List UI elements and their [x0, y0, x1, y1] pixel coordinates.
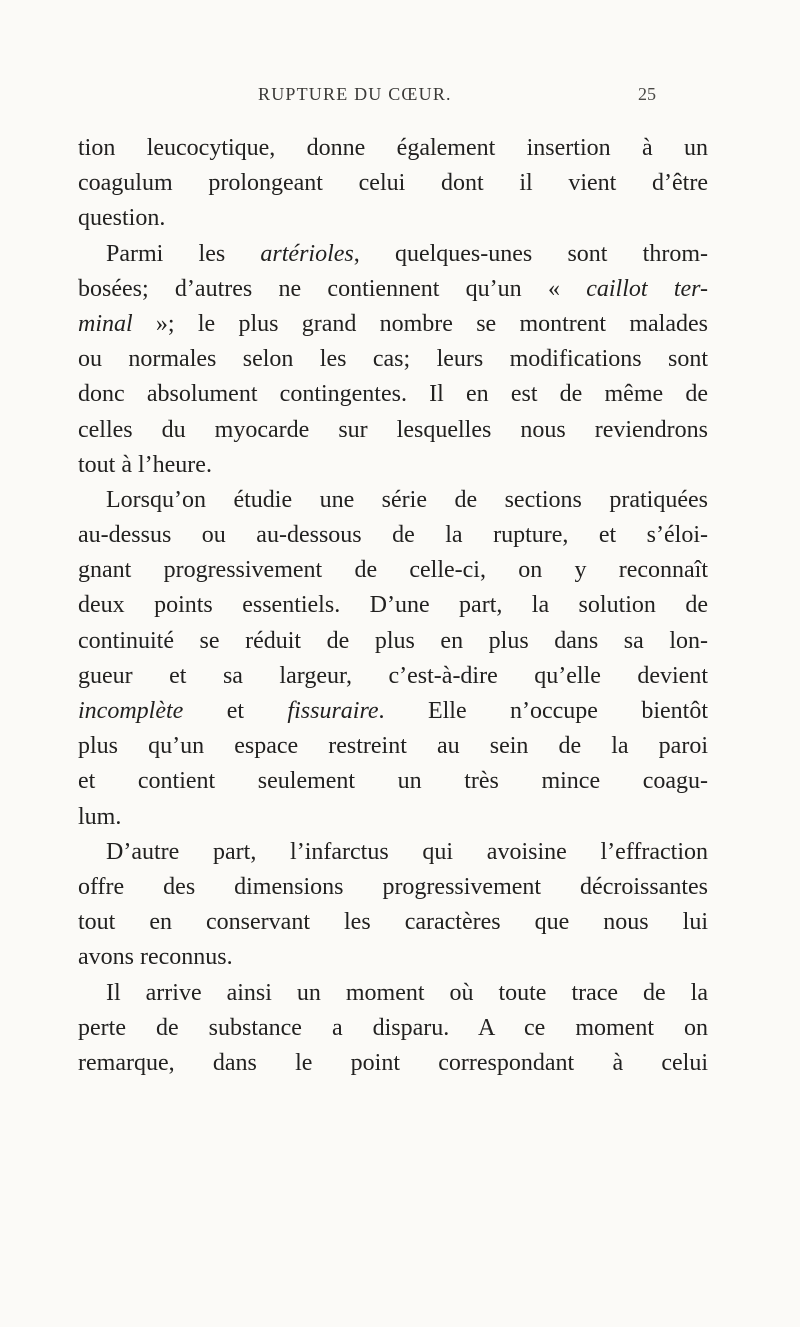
italic-term: fissuraire	[287, 698, 379, 724]
page-number: 25	[638, 84, 656, 104]
italic-term: incomplète	[78, 698, 184, 724]
text-line: gnant progressivement de celle-ci, on y reconnaît	[78, 557, 708, 584]
text-line: plus qu’un espace restreint au sein de la paroi	[78, 733, 708, 760]
text-line: D’autre part, l’infarctus qui avoisine l’effraction	[106, 838, 708, 865]
text-line: gueur et sa largeur, c’est-à-dire qu’elle devient	[78, 662, 708, 689]
text-line: avons reconnus.	[78, 944, 233, 971]
text-line: coagulum prolongeant celui dont il vient d’être	[78, 170, 708, 197]
body-text	[78, 131, 708, 1081]
text-line: au-dessus ou au-dessous de la rupture, et s’éloi-	[78, 522, 708, 549]
text-line: deux points essentiels. D’une part, la solution de	[78, 592, 708, 619]
text-line: Parmi les artérioles, quelques-unes sont throm-	[106, 240, 708, 267]
text-line: lum.	[78, 803, 122, 830]
text-line: tion leucocytique, donne également insertion à un	[78, 135, 708, 161]
text-line: tout à l’heure.	[78, 451, 212, 478]
text-line: incomplète et fissuraire. Elle n’occupe bientôt	[78, 698, 708, 724]
italic-term: caillot ter-	[586, 275, 708, 302]
text-line: ou normales selon les cas; leurs modifications sont	[78, 346, 708, 373]
text-line: donc absolument contingentes. Il en est de même de	[78, 381, 708, 408]
text-line: tout en conservant les caractères que nous lui	[78, 909, 708, 936]
running-header	[0, 84, 800, 110]
italic-term: artérioles	[260, 240, 354, 267]
text-line: Lorsqu’on étudie une série de sections pratiquées	[106, 486, 708, 513]
text-line: celles du myocarde sur lesquelles nous reviendrons	[78, 416, 708, 443]
running-title: RUPTURE DU CŒUR.	[258, 84, 452, 104]
text-line: bosées; d’autres ne contiennent qu’un « caillot ter-	[78, 275, 708, 302]
text-line: remarque, dans le point correspondant à celui	[78, 1049, 708, 1076]
text-line: Il arrive ainsi un moment où toute trace de la	[106, 979, 708, 1006]
italic-term: minal	[78, 310, 133, 337]
text-line: offre des dimensions progressivement décroissantes	[78, 873, 708, 900]
text-line: question.	[78, 205, 166, 232]
text-line: minal »; le plus grand nombre se montrent malades	[78, 310, 708, 337]
text-line: continuité se réduit de plus en plus dans sa lon-	[78, 627, 708, 654]
text-line: perte de substance a disparu. A ce moment on	[78, 1014, 708, 1041]
text-line: et contient seulement un très mince coagu-	[78, 768, 708, 795]
